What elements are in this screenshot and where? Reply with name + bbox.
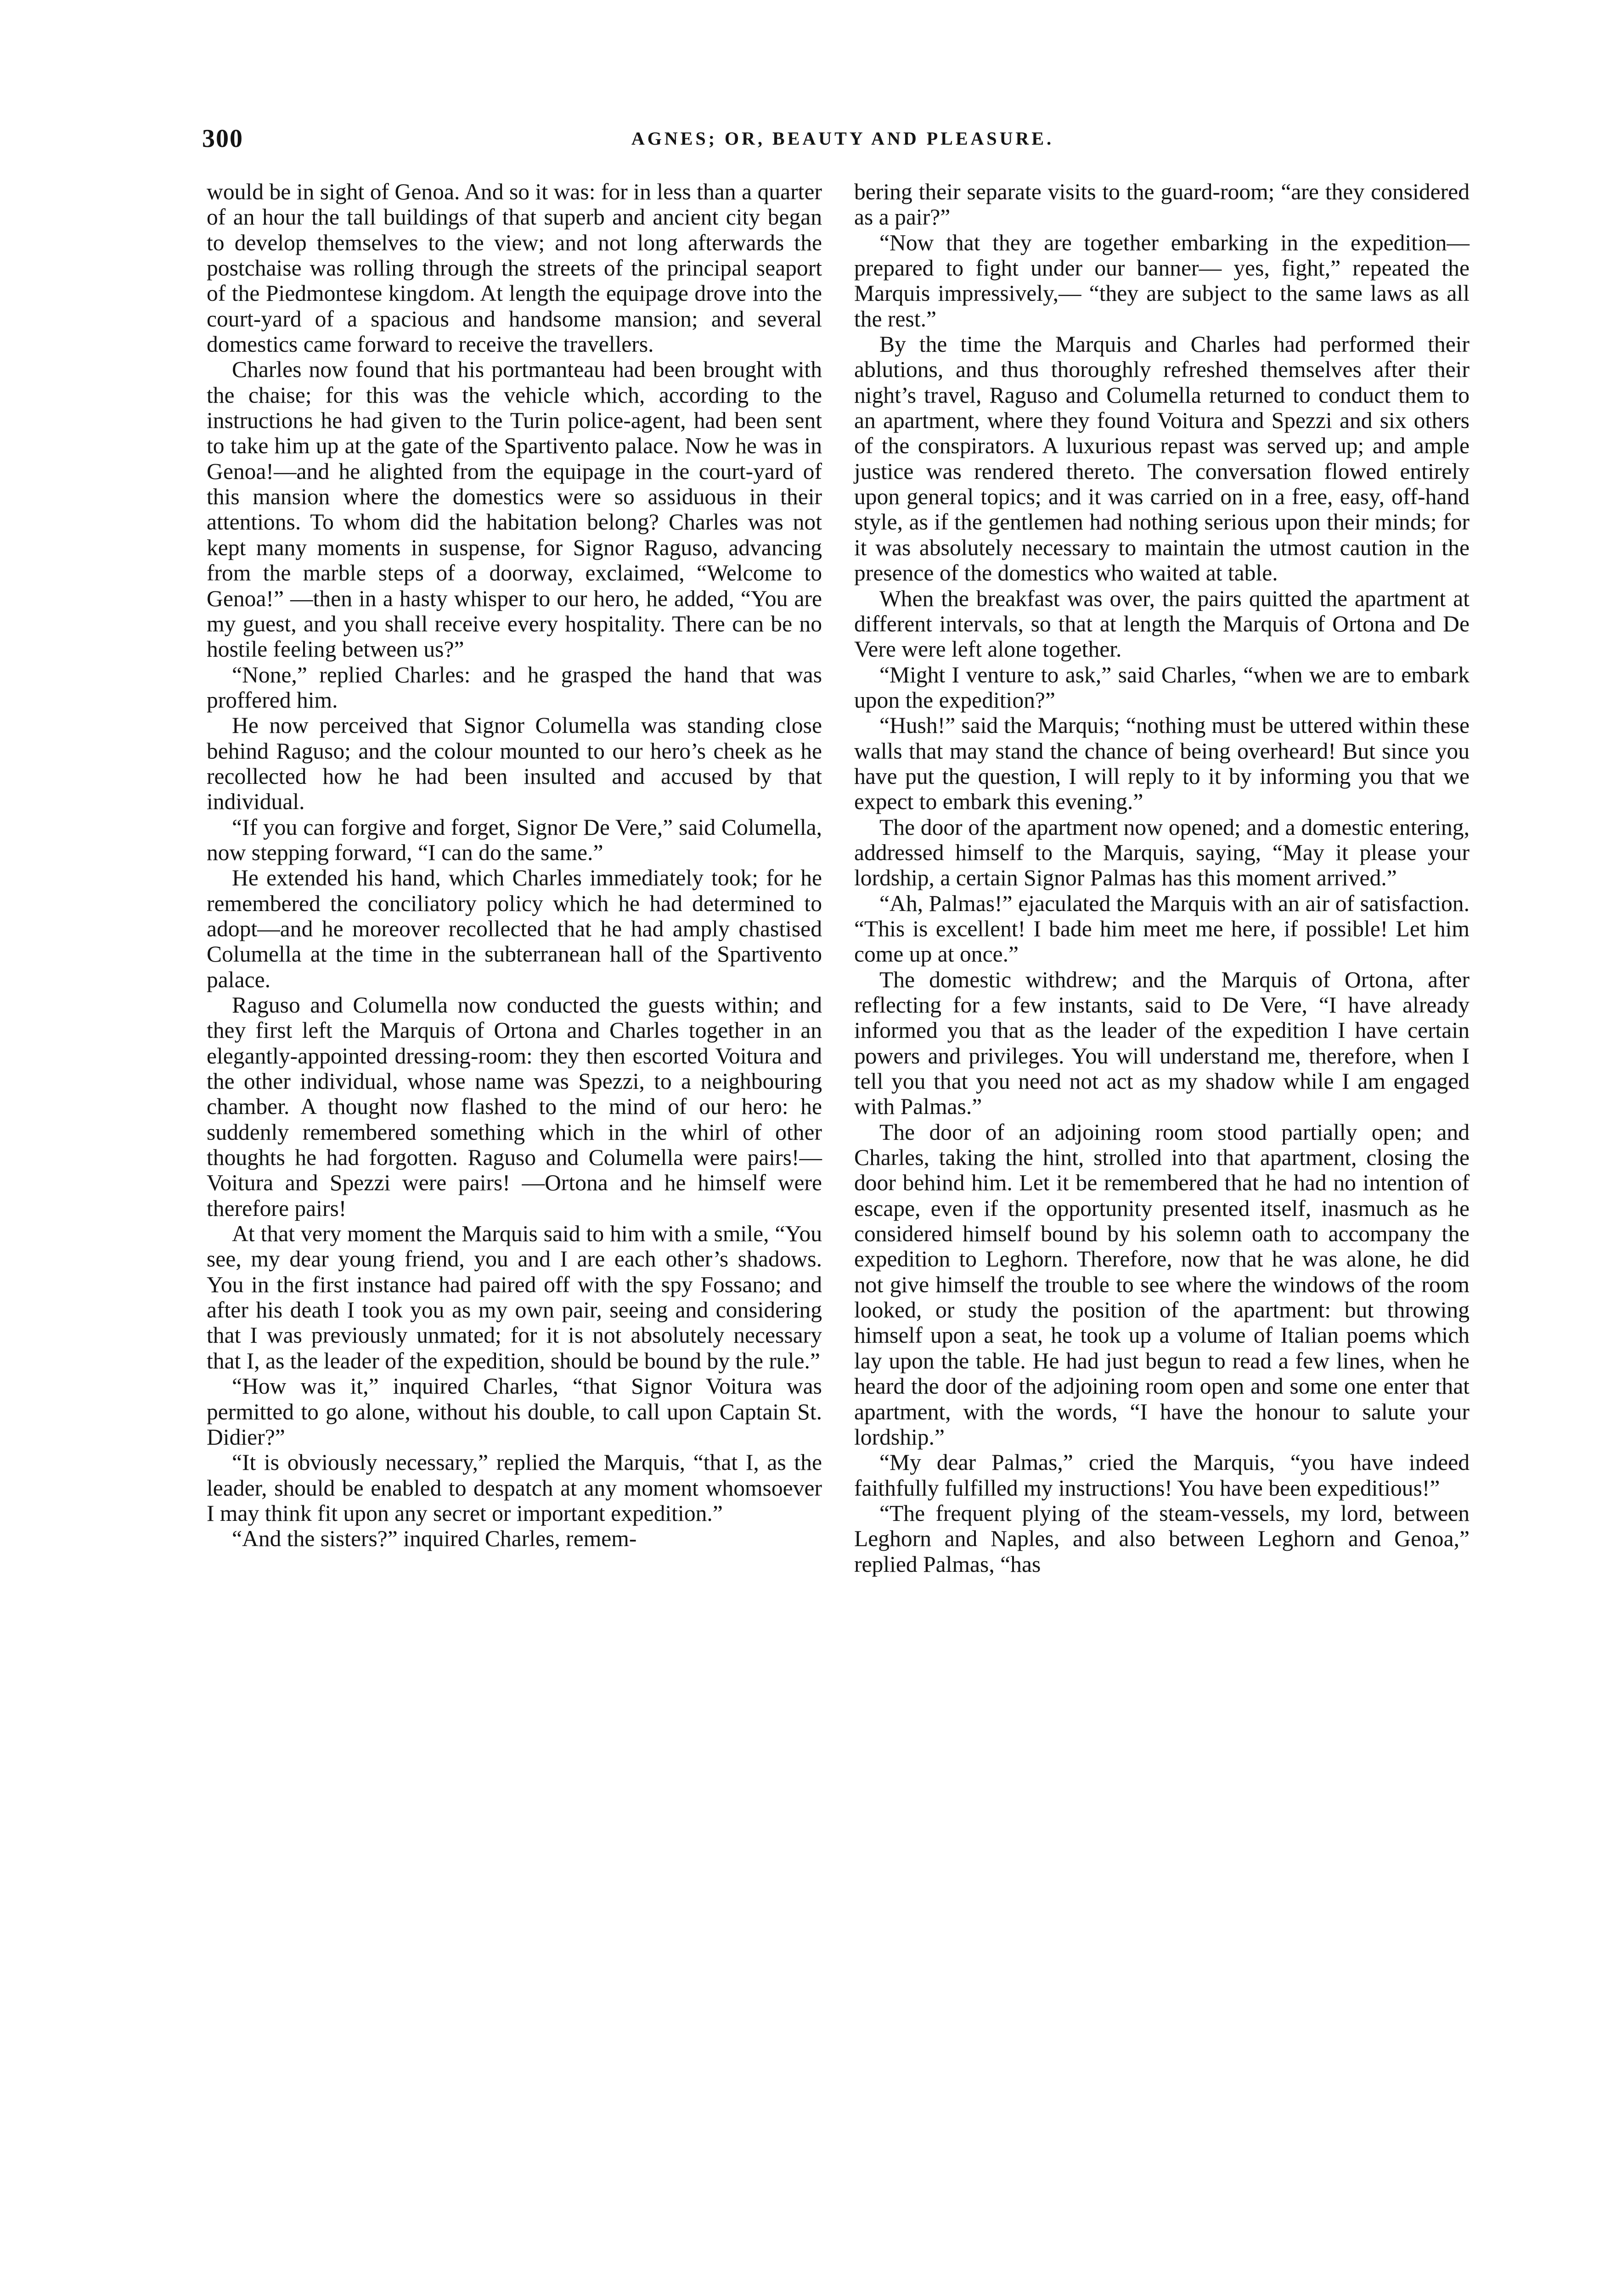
paragraph: bering their separate visits to the guard-room; “are they considered as a pair?” [854, 179, 1470, 230]
paragraph: Raguso and Columella now conducted the guests within; and they first left the Marquis of Ortona and Charles together in an elegantly-appointed dressing-room: they then escorted Voitura and the other individual, whose name was Spezzi, to a neighbouring chamber. A thought now flashed to the mind of our hero: he suddenly remembered something which in the whirl of other thoughts he had forgotten. Raguso and Columella were pairs!—Voitura and Spezzi were pairs! —Ortona and he himself were therefore pairs! [207, 992, 822, 1221]
running-title: AGNES; OR, BEAUTY AND PLEASURE. [631, 128, 1054, 149]
right-column [854, 179, 1470, 1577]
paragraph: “How was it,” inquired Charles, “that Signor Voitura was permitted to go alone, without his double, to call upon Captain St. Didier?” [207, 1373, 822, 1450]
left-column [207, 179, 822, 1552]
page-header [202, 124, 1483, 161]
paragraph: “It is obviously necessary,” replied the Marquis, “that I, as the leader, should be enabled to despatch at any moment whomsoever I may think fit upon any secret or important expedition.” [207, 1450, 822, 1526]
paragraph: By the time the Marquis and Charles had performed their ablutions, and thus thoroughly refreshed themselves after their night’s travel, Raguso and Columella returned to conduct them to an apartment, where they found Voitura and Spezzi and six others of the conspirators. A luxurious repast was served up; and ample justice was rendered thereto. The conversation flowed entirely upon general topics; and it was carried on in a free, easy, off-hand style, as if the gentlemen had nothing serious upon their minds; for it was absolutely necessary to maintain the utmost caution in the presence of the domestics who waited at table. [854, 332, 1470, 586]
paragraph: The domestic withdrew; and the Marquis of Ortona, after reflecting for a few instants, said to De Vere, “I have already informed you that as the leader of the expedition I have certain powers and privileges. You will understand me, therefore, when I tell you that you need not act as my shadow while I am engaged with Palmas.” [854, 967, 1470, 1120]
paragraph: “Ah, Palmas!” ejaculated the Marquis with an air of satisfaction. “This is excellent! I bade him meet me here, if possible! Let him come up at once.” [854, 890, 1470, 967]
paragraph: “My dear Palmas,” cried the Marquis, “you have indeed faithfully fulfilled my instructions! You have been expeditious!” [854, 1450, 1470, 1501]
page-number: 300 [202, 124, 243, 153]
paragraph: “None,” replied Charles: and he grasped the hand that was proffered him. [207, 662, 822, 713]
paragraph: When the breakfast was over, the pairs quitted the apartment at different intervals, so that at length the Marquis of Ortona and De Vere were left alone together. [854, 585, 1470, 662]
paragraph: He now perceived that Signor Columella was standing close behind Raguso; and the colour mounted to our hero’s cheek as he recollected how he had been insulted and accused by that individual. [207, 713, 822, 815]
paragraph: “Hush!” said the Marquis; “nothing must be uttered within these walls that may stand the chance of being overheard! But since you have put the question, I will reply to it by informing you that we expect to embark this evening.” [854, 713, 1470, 815]
paragraph: “Now that they are together embarking in the expedition—prepared to fight under our banner— yes, fight,” repeated the Marquis impressively,— “they are subject to the same laws as all the rest.” [854, 230, 1470, 332]
paragraph: “Might I venture to ask,” said Charles, “when we are to embark upon the expedition?” [854, 662, 1470, 713]
paragraph: “If you can forgive and forget, Signor De Vere,” said Columella, now stepping forward, “I can do the same.” [207, 814, 822, 865]
paragraph: He extended his hand, which Charles immediately took; for he remembered the conciliatory policy which he had determined to adopt—and he moreover recollected that he had amply chastised Columella at the time in the subterranean hall of the Spartivento palace. [207, 865, 822, 992]
paragraph: The door of the apartment now opened; and a domestic entering, addressed himself to the Marquis, saying, “May it please your lordship, a certain Signor Palmas has this moment arrived.” [854, 814, 1470, 891]
paragraph: At that very moment the Marquis said to him with a smile, “You see, my dear young friend, you and I are each other’s shadows. You in the first instance had paired off with the spy Fossano; and after his death I took you as my own pair, seeing and considering that I was previously unmated; for it is not absolutely necessary that I, as the leader of the expedition, should be bound by the rule.” [207, 1221, 822, 1373]
paragraph: “And the sisters?” inquired Charles, remem- [232, 1526, 637, 1552]
paragraph: The door of an adjoining room stood partially open; and Charles, taking the hint, strolled into that apartment, closing the door behind him. Let it be remembered that he had no intention of escape, even if the opportunity presented itself, inasmuch as he considered himself bound by his solemn oath to accompany the expedition to Leghorn. Therefore, now that he was alone, he did not give himself the trouble to see where the windows of the room looked, or study the position of the apartment: but throwing himself upon a seat, he took up a volume of Italian poems which lay upon the table. He had just begun to read a few lines, when he heard the door of the adjoining room open and some one enter that apartment, with the words, “I have the honour to salute your lordship.” [854, 1119, 1470, 1450]
paragraph: would be in sight of Genoa. And so it was: for in less than a quarter of an hour the tall buildings of that superb and ancient city began to develop themselves to the view; and not long afterwards the postchaise was rolling through the streets of the principal seaport of the Piedmontese kingdom. At length the equipage drove into the court-yard of a spacious and handsome mansion; and several domestics came forward to receive the travellers. [207, 179, 822, 357]
paragraph: Charles now found that his portmanteau had been brought with the chaise; for this was the vehicle which, according to the instructions he had given to the Turin police-agent, had been sent to take him up at the gate of the Spartivento palace. Now he was in Genoa!—and he alighted from the equipage in the court-yard of this mansion where the domestics were so assiduous in their attentions. To whom did the habitation belong? Charles was not kept many moments in suspense, for Signor Raguso, advancing from the marble steps of a doorway, exclaimed, “Welcome to Genoa!” —then in a hasty whisper to our hero, he added, “You are my guest, and you shall receive every hospitality. There can be no hostile feeling between us?” [207, 357, 822, 662]
paragraph: “The frequent plying of the steam-vessels, my lord, between Leghorn and Naples, and also between Leghorn and Genoa,” replied Palmas, “has [854, 1500, 1470, 1577]
